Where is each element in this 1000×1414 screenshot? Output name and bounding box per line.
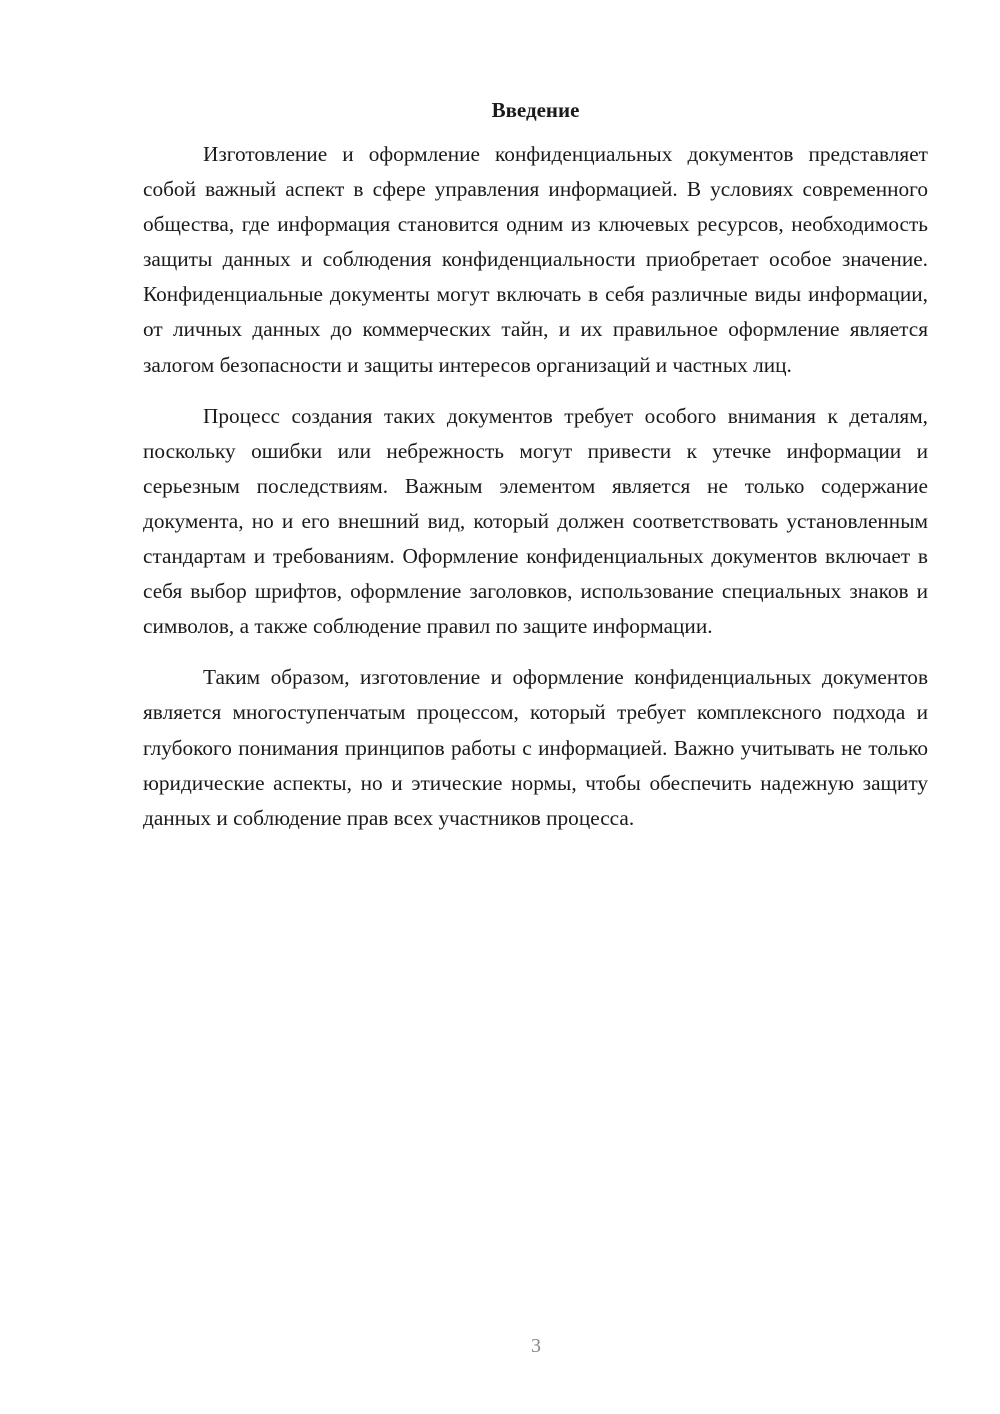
paragraph-1: Изготовление и оформление конфиденциальных документов представляет собой важный аспект в сфере управления информацией. В условиях современного общества, где информация становится одним из ключевых ресурсов, необходимость защиты данных и соблюдения конфиденциальности приобретает особое значение. Конфиденциальные документы могут включать в себя различные виды информации, от личных данных до коммерческих тайн, и их правильное оформление является залогом безопасности и защиты интересов организаций и частных лиц. (143, 142, 928, 377)
paragraph-2: Процесс создания таких документов требует особого внимания к деталям, поскольку ошибки или небрежность могут привести к утечке информации и серьезным последствиям. Важным элементом является не только содержание документа, но и его внешний вид, который должен соответствовать установленным стандартам и требованиям. Оформление конфиденциальных документов включает в себя выбор шрифтов, оформление заголовков, использование специальных знаков и символов, а также соблюдение правил по защите информации. (143, 403, 928, 639)
section-heading: Введение (491, 98, 580, 122)
page-content (143, 95, 928, 852)
paragraph-3: Таким образом, изготовление и оформление конфиденциальных документов является многоступенчатым процессом, который требует комплексного подхода и глубокого понимания принципов работы с информацией. Важно учитывать не только юридические аспекты, но и этические нормы, чтобы обеспечить надежную защиту данных и соблюдение прав всех участников процесса. (143, 665, 928, 830)
page-number: 3 (531, 1335, 541, 1357)
